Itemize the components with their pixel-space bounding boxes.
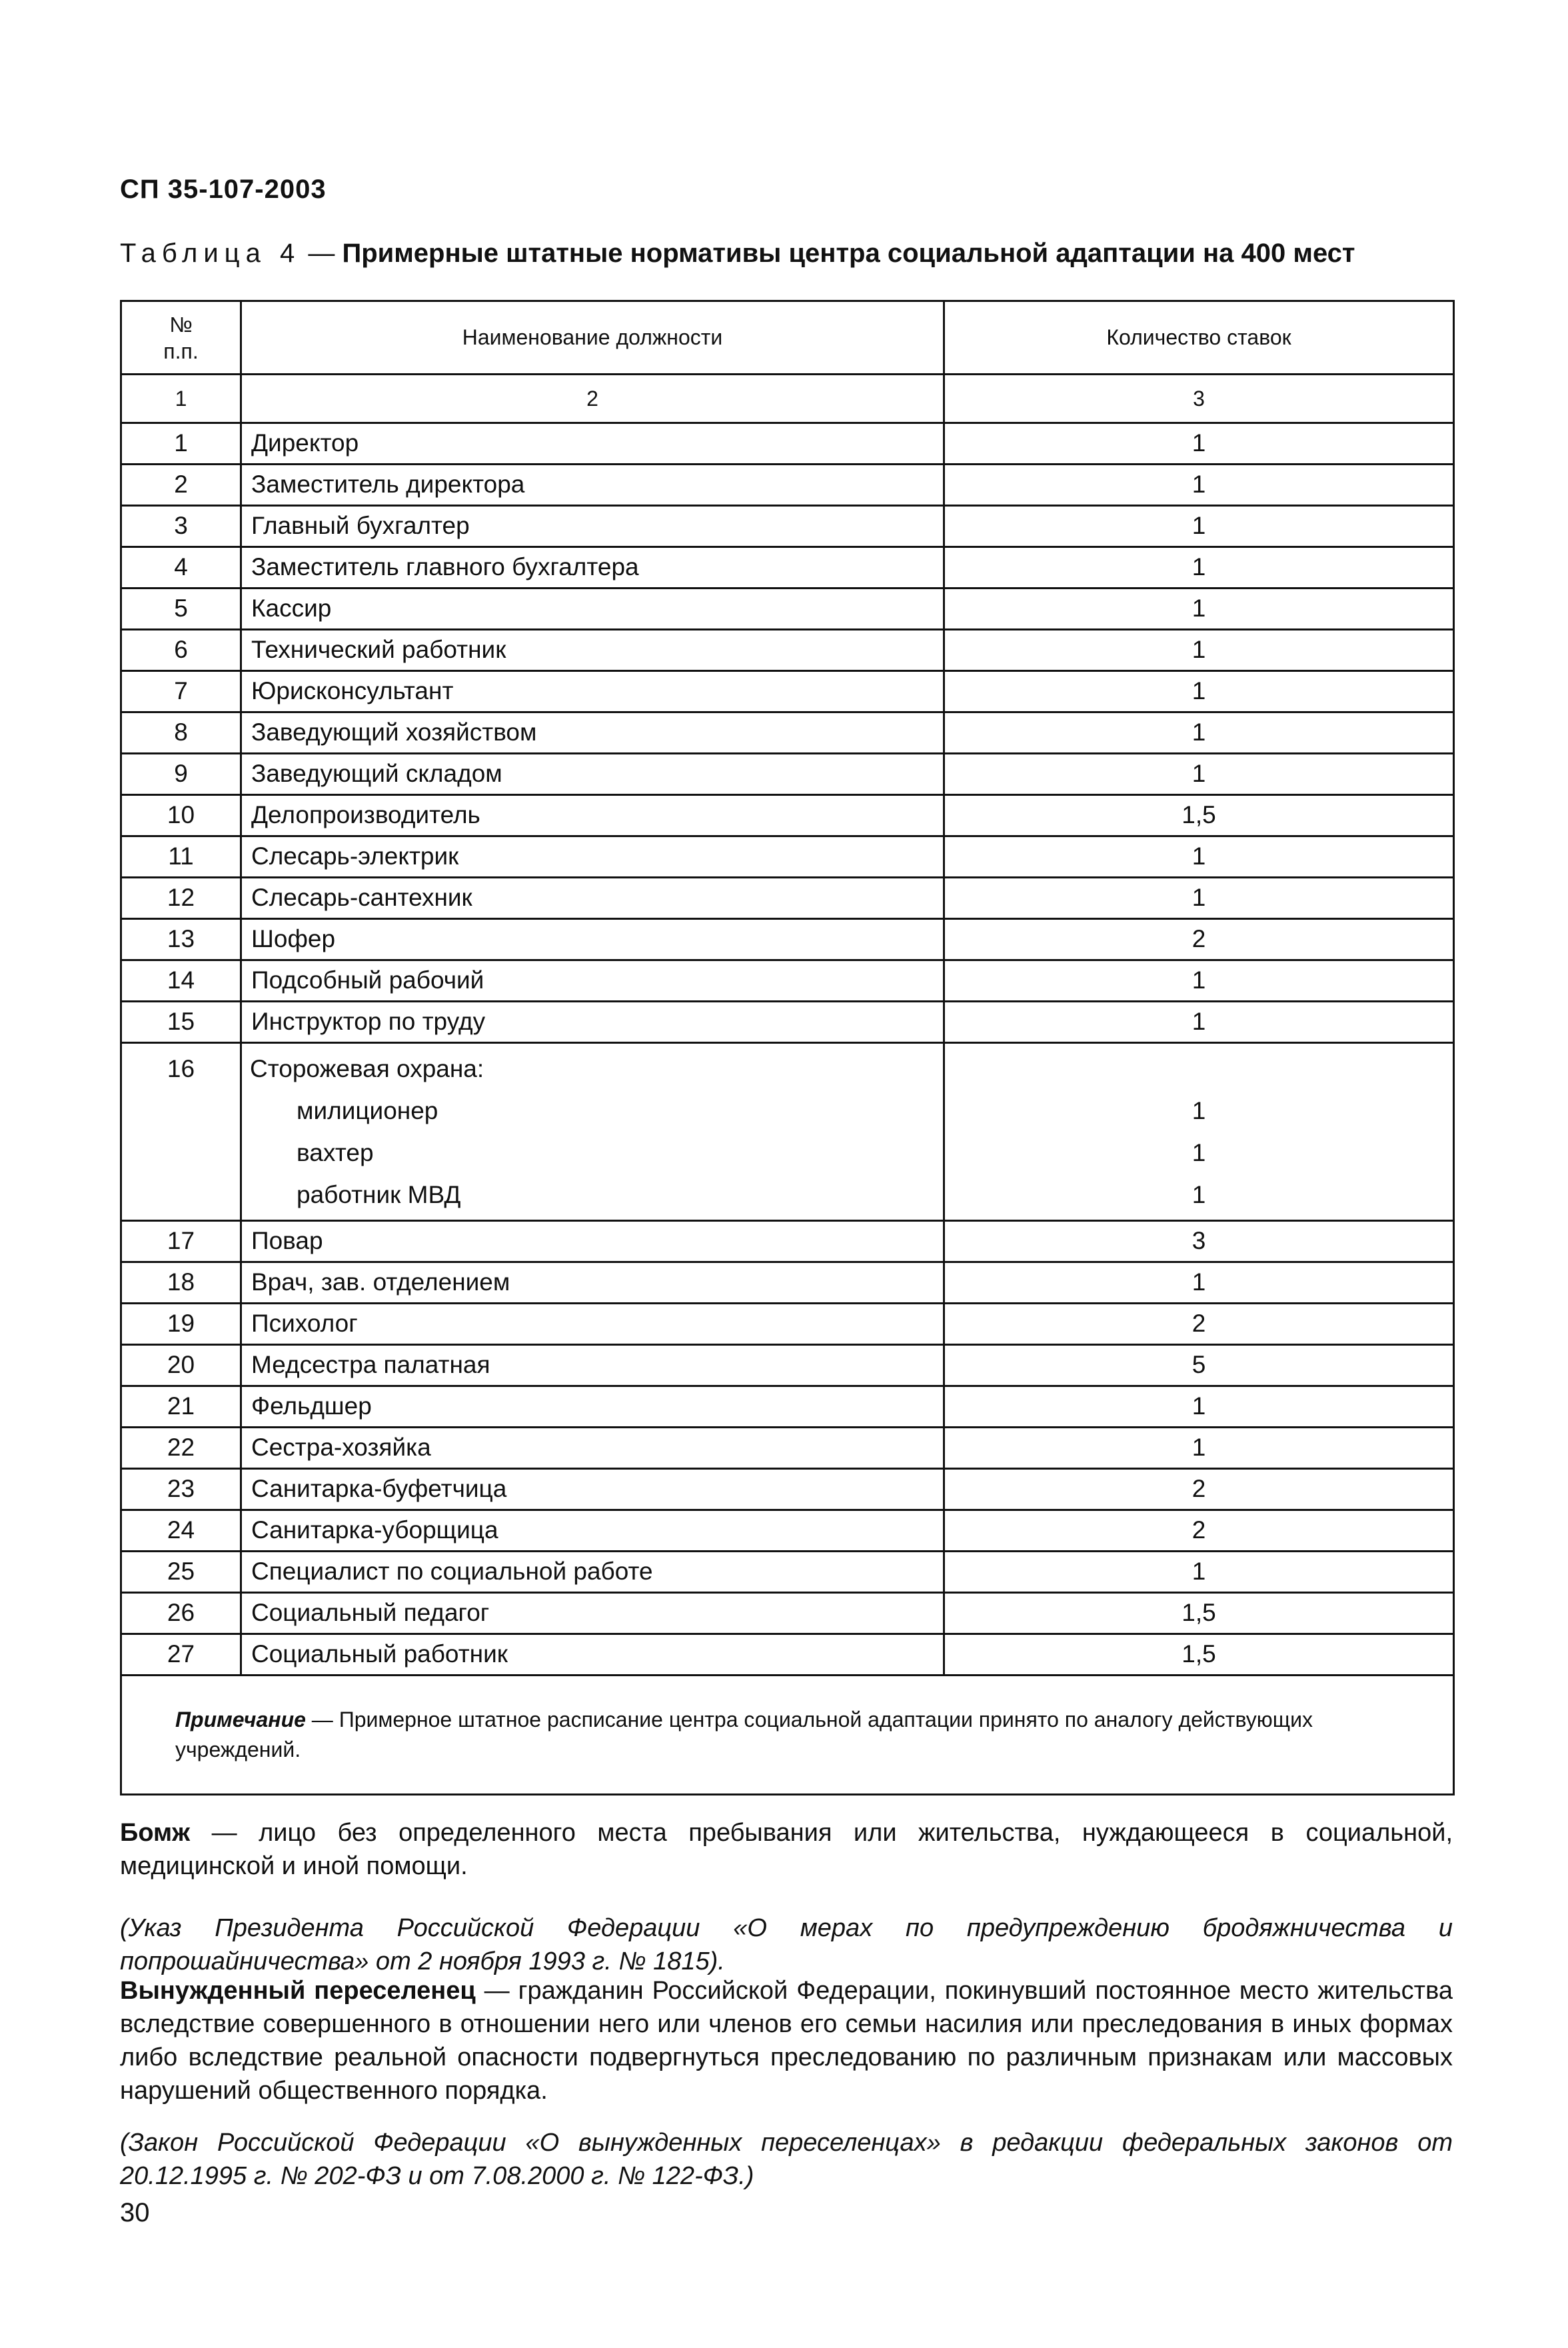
- row-position: Технический работник: [241, 630, 944, 671]
- row-number: 11: [121, 836, 241, 878]
- row-position: Врач, зав. отделением: [241, 1262, 944, 1304]
- row-position: Социальный педагог: [241, 1593, 944, 1634]
- column-number-row: [121, 375, 1454, 423]
- row-count: 1: [944, 836, 1454, 878]
- row-position: Кассир: [241, 588, 944, 630]
- row-number: 3: [121, 506, 241, 547]
- row-number: 8: [121, 712, 241, 754]
- column-number: 1: [121, 375, 241, 423]
- row-position: Заместитель директора: [241, 465, 944, 506]
- row-position: Санитарка-уборщица: [241, 1510, 944, 1552]
- row-position: Шофер: [241, 919, 944, 960]
- row-position: Сестра-хозяйка: [241, 1428, 944, 1469]
- row-number: 6: [121, 630, 241, 671]
- definition-source-bomzh: (Указ Президента Российской Федерации «О мерах по предупреждению бродяжничества и попрошайничества» от 2 ноября 1993 г. № 1815).: [120, 1914, 1453, 1975]
- table-row: [121, 1345, 1454, 1386]
- table-row: [121, 671, 1454, 712]
- guard-heading: Сторожевая охрана:: [250, 1055, 484, 1082]
- row-count: 1: [944, 1552, 1454, 1593]
- header-count: Количество ставок: [944, 301, 1454, 375]
- table-row: [121, 878, 1454, 919]
- table-row: [121, 795, 1454, 836]
- row-count: 1: [944, 1262, 1454, 1304]
- definition-text: — гражданин Российской Федерации, покинувший постоянное место жительства вследствие совершенного в отношении него или членов его семьи насилия или преследования в иных формах либо вследствие реальной опасности подвергнуться преследованию по различным признакам или массовых нарушений общественного порядка.: [120, 1977, 1453, 2105]
- row-number: 7: [121, 671, 241, 712]
- table-caption-dash: —: [301, 239, 343, 268]
- row-position: Медсестра палатная: [241, 1345, 944, 1386]
- row-count: 1: [944, 712, 1454, 754]
- row-number: 26: [121, 1593, 241, 1634]
- table-row: [121, 1221, 1454, 1262]
- row-count: 2: [944, 919, 1454, 960]
- table-row: [121, 1510, 1454, 1552]
- row-position: Повар: [241, 1221, 944, 1262]
- row-number: 10: [121, 795, 241, 836]
- table-row: [121, 506, 1454, 547]
- row-count: 1: [944, 754, 1454, 795]
- row-count: 1: [944, 588, 1454, 630]
- definition-term: Вынужденный переселенец: [120, 1977, 476, 2005]
- row-number: 23: [121, 1469, 241, 1510]
- table-note: [121, 1676, 1454, 1795]
- row-count: 1: [944, 1002, 1454, 1043]
- row-position: Слесарь-сантехник: [241, 878, 944, 919]
- row-position: Подсобный рабочий: [241, 960, 944, 1002]
- row-position: Юрисконсультант: [241, 671, 944, 712]
- guard-subitem: милиционер: [297, 1097, 438, 1124]
- row-number: 18: [121, 1262, 241, 1304]
- row-position: Санитарка-буфетчица: [241, 1469, 944, 1510]
- table-row: [121, 1634, 1454, 1676]
- staff-norms-table: [120, 300, 1455, 1795]
- guard-subitem-count: 1: [1191, 1139, 1206, 1166]
- table-row: [121, 1002, 1454, 1043]
- row-number: 9: [121, 754, 241, 795]
- row-count: 1: [944, 423, 1454, 465]
- column-number: 2: [241, 375, 944, 423]
- table-row: [121, 1428, 1454, 1469]
- row-count: 1: [944, 1386, 1454, 1428]
- table-row: [121, 919, 1454, 960]
- header-number-abbr: п.п.: [163, 339, 199, 363]
- note-label: Примечание: [175, 1708, 306, 1732]
- table-row-guard: [121, 1043, 1454, 1221]
- row-count: 1: [944, 506, 1454, 547]
- table-row: [121, 1304, 1454, 1345]
- table-row: [121, 836, 1454, 878]
- row-count: 1,5: [944, 1634, 1454, 1676]
- row-position: Делопроизводитель: [241, 795, 944, 836]
- row-number: 13: [121, 919, 241, 960]
- row-count: 1: [944, 878, 1454, 919]
- guard-subitem-count: 1: [1191, 1097, 1206, 1124]
- guard-subitem: вахтер: [297, 1139, 374, 1166]
- header-number-symbol: №: [169, 312, 193, 337]
- row-number: 14: [121, 960, 241, 1002]
- row-number: 2: [121, 465, 241, 506]
- header-position: Наименование должности: [241, 301, 944, 375]
- header-number: [121, 301, 241, 375]
- row-position: [241, 1043, 944, 1221]
- table-caption-title: Примерные штатные нормативы центра социальной адаптации на 400 мест: [342, 239, 1355, 268]
- column-number: 3: [944, 375, 1454, 423]
- table-caption: [120, 239, 1453, 269]
- guard-count-blank: [953, 1048, 1445, 1090]
- table-row: [121, 630, 1454, 671]
- row-position: Специалист по социальной работе: [241, 1552, 944, 1593]
- row-count: 1: [944, 671, 1454, 712]
- table-row: [121, 588, 1454, 630]
- row-count: 1,5: [944, 795, 1454, 836]
- note-text: — Примерное штатное расписание центра социальной адаптации принято по аналогу действующих учреждений.: [175, 1708, 1313, 1761]
- table-header-row: [121, 301, 1454, 375]
- row-position: Психолог: [241, 1304, 944, 1345]
- row-number: 20: [121, 1345, 241, 1386]
- row-count: 2: [944, 1469, 1454, 1510]
- row-position: Заведующий складом: [241, 754, 944, 795]
- row-number: 15: [121, 1002, 241, 1043]
- row-position: Слесарь-электрик: [241, 836, 944, 878]
- table-row: [121, 547, 1454, 588]
- row-count: 1: [944, 547, 1454, 588]
- definition-migrant: [120, 1974, 1453, 2107]
- row-number: 21: [121, 1386, 241, 1428]
- row-number: [121, 1043, 241, 1221]
- row-position: Фельдшер: [241, 1386, 944, 1428]
- table-row: [121, 1386, 1454, 1428]
- row-number: 19: [121, 1304, 241, 1345]
- table-row: [121, 1469, 1454, 1510]
- row-number: 12: [121, 878, 241, 919]
- row-number: 4: [121, 547, 241, 588]
- document-code: СП 35-107-2003: [120, 175, 327, 204]
- row-count: 1: [944, 630, 1454, 671]
- table-row: [121, 1593, 1454, 1634]
- table-row: [121, 465, 1454, 506]
- row-position: Заведующий хозяйством: [241, 712, 944, 754]
- table-caption-label: Таблица 4: [120, 239, 301, 268]
- table-row: [121, 754, 1454, 795]
- row-count: 1: [944, 960, 1454, 1002]
- table-note-row: [121, 1676, 1454, 1795]
- table-row: [121, 712, 1454, 754]
- row-position: Социальный работник: [241, 1634, 944, 1676]
- row-count: 1: [944, 1428, 1454, 1469]
- row-number: 25: [121, 1552, 241, 1593]
- table-row: [121, 423, 1454, 465]
- definition-source-migrant: (Закон Российской Федерации «О вынужденных переселенцах» в редакции федеральных законов от 20.12.1995 г. № 202-ФЗ и от 7.08.2000 г. № 122-ФЗ.): [120, 2129, 1453, 2190]
- row-number: 27: [121, 1634, 241, 1676]
- row-count: 1: [944, 465, 1454, 506]
- row-position: Директор: [241, 423, 944, 465]
- row-number-value: 16: [167, 1055, 195, 1082]
- table-row: [121, 1262, 1454, 1304]
- row-count: 1,5: [944, 1593, 1454, 1634]
- table-row: [121, 960, 1454, 1002]
- row-count: 5: [944, 1345, 1454, 1386]
- row-number: 22: [121, 1428, 241, 1469]
- row-number: 17: [121, 1221, 241, 1262]
- guard-subitem-count: 1: [1191, 1181, 1206, 1208]
- row-position: Заместитель главного бухгалтера: [241, 547, 944, 588]
- row-number: 5: [121, 588, 241, 630]
- row-position: Инструктор по труду: [241, 1002, 944, 1043]
- row-number: 1: [121, 423, 241, 465]
- row-count: 2: [944, 1510, 1454, 1552]
- row-number: 24: [121, 1510, 241, 1552]
- row-count: 3: [944, 1221, 1454, 1262]
- guard-subitem: работник МВД: [297, 1181, 461, 1208]
- row-count: 2: [944, 1304, 1454, 1345]
- row-position: Главный бухгалтер: [241, 506, 944, 547]
- definition-term: Бомж: [120, 1819, 191, 1847]
- definition-text: — лицо без определенного места пребывания или жительства, нуждающееся в социальной, медицинской и иной помощи.: [120, 1819, 1453, 1880]
- row-count: [944, 1043, 1454, 1221]
- definition-bomzh: [120, 1816, 1453, 1883]
- table-row: [121, 1552, 1454, 1593]
- page-number: 30: [120, 2198, 150, 2227]
